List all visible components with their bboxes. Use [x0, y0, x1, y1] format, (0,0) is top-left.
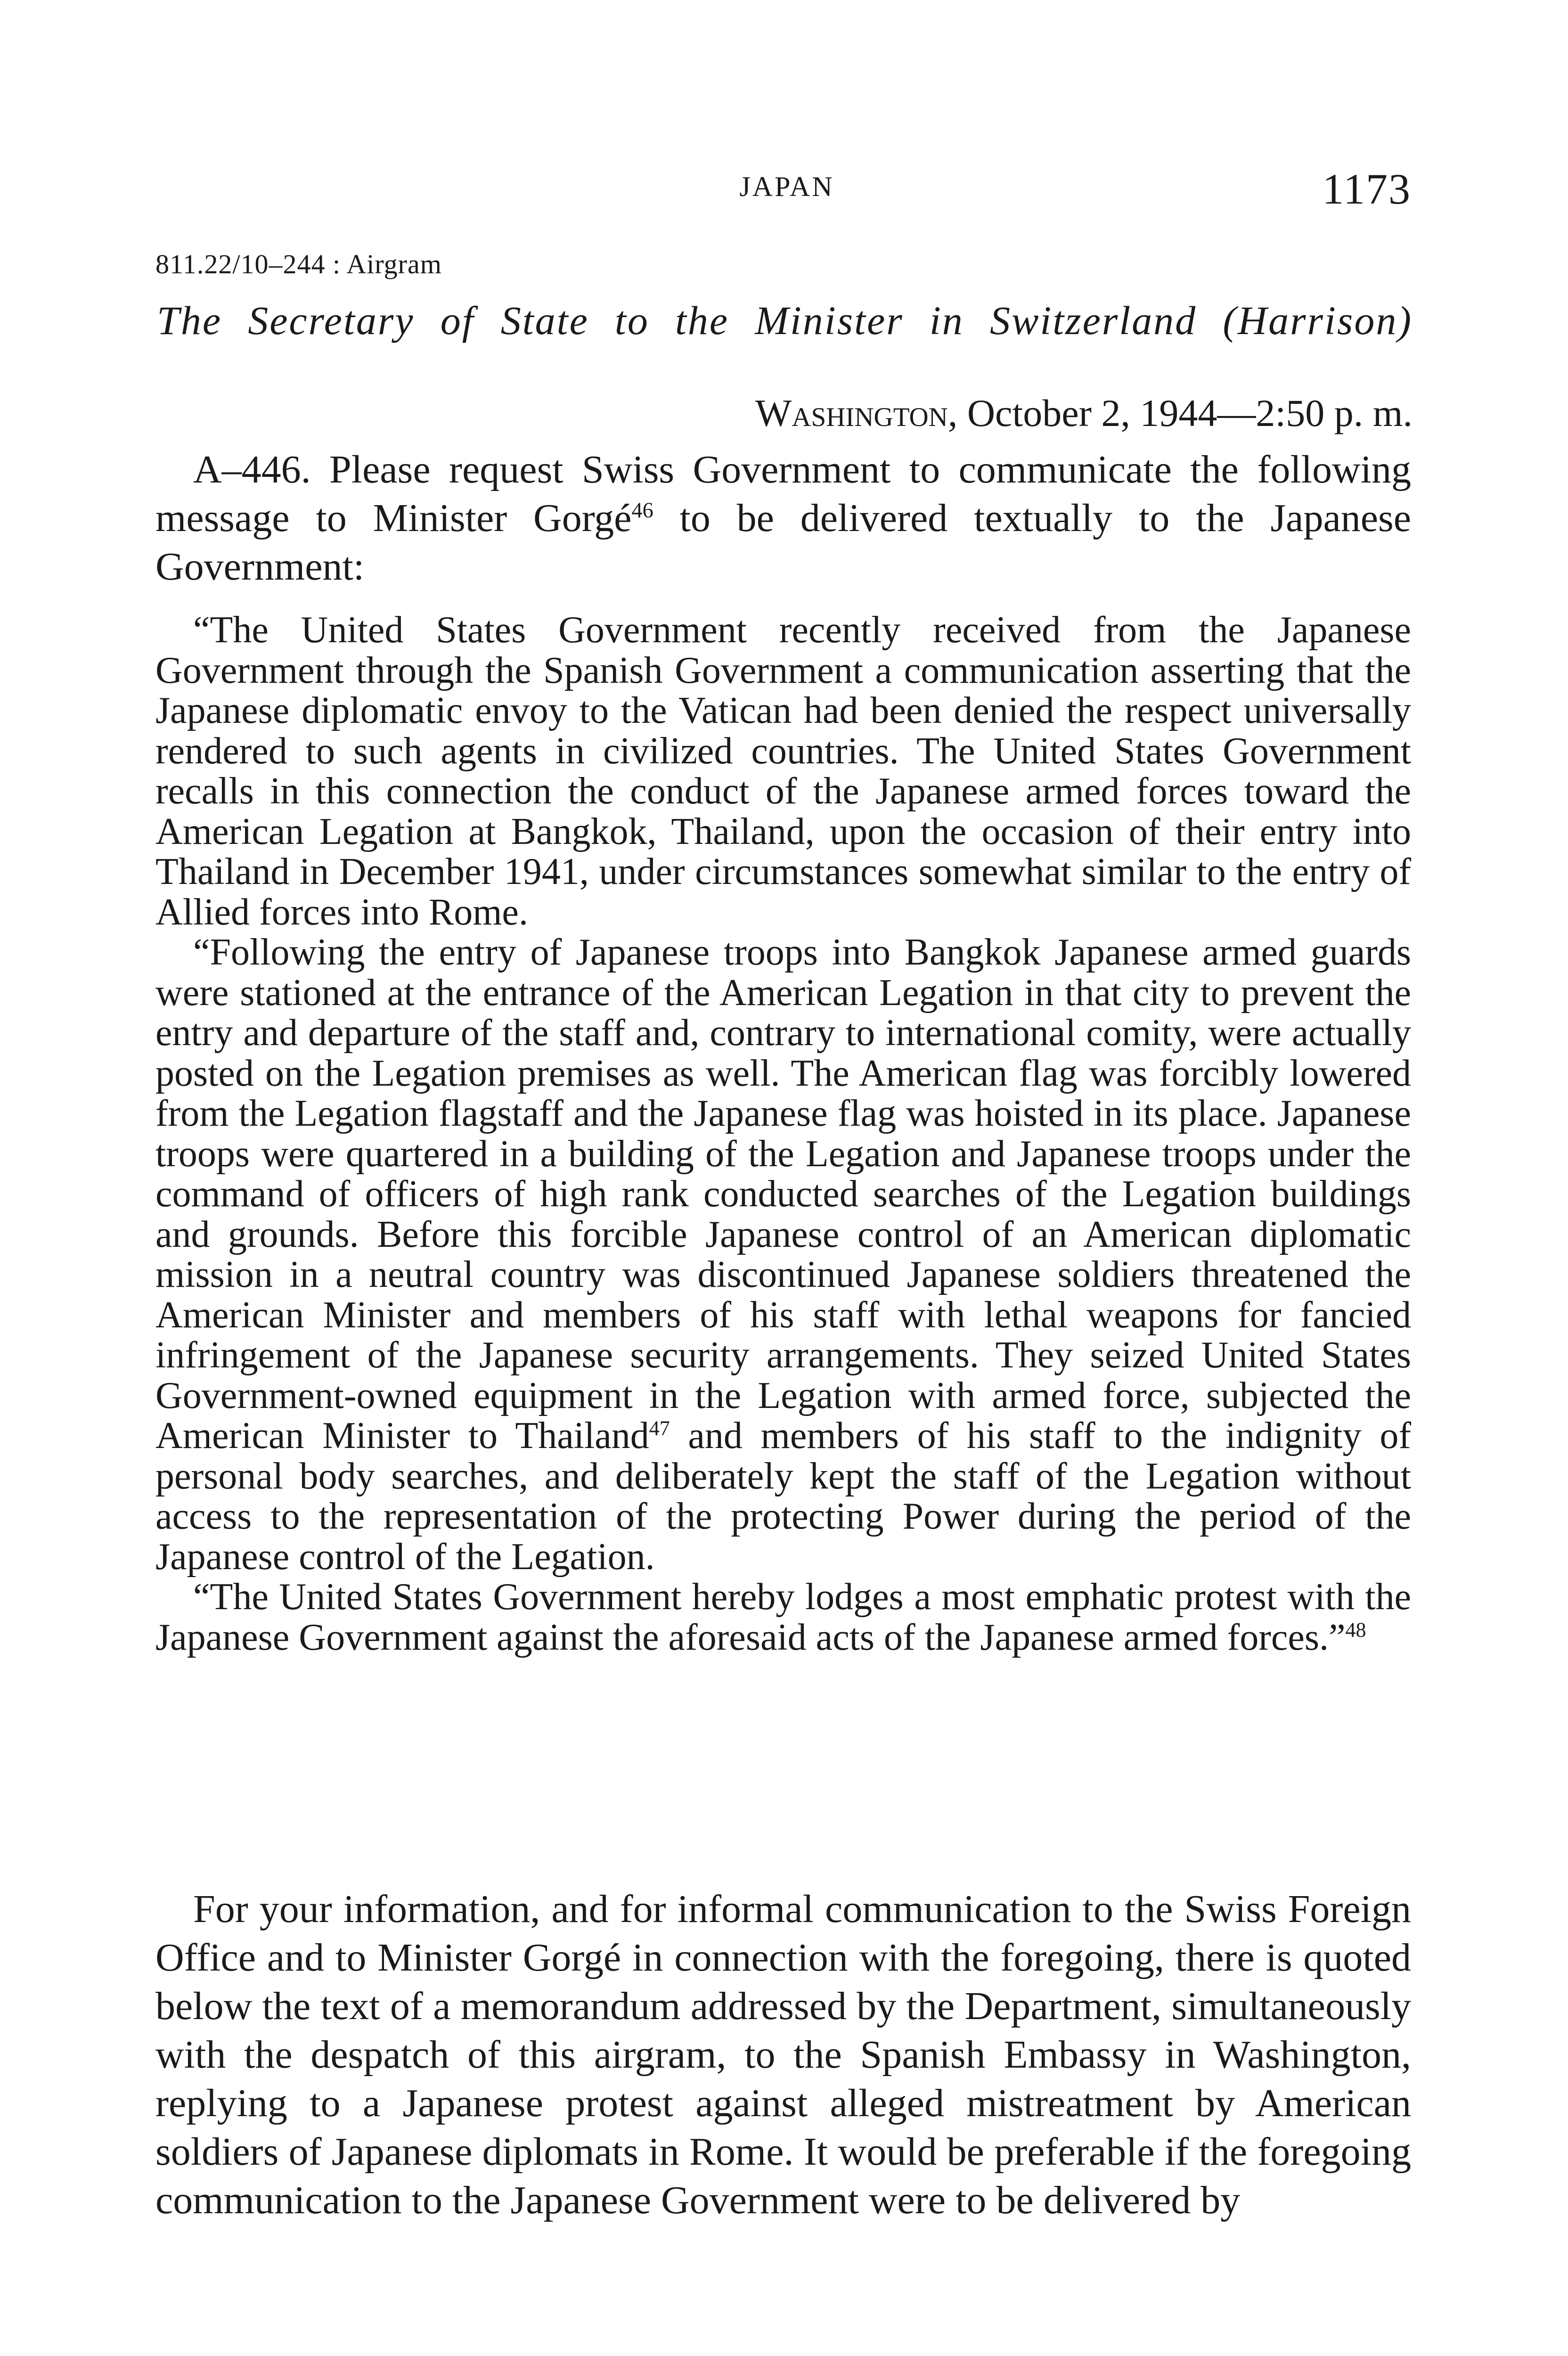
file-reference: 811.22/10–244 : Airgram — [155, 249, 442, 279]
followup-paragraph — [155, 1885, 1411, 2225]
followup-text: For your information, and for informal communication to the Swiss Foreign Office and to Minister Gorgé in connection with the foregoing, there is quoted below the text of a memorandum addressed by the Department, simultaneously with the despatch of this airgram, to the Spanish Embassy in Washington, replying to a Japanese protest against alleged mistreatment by American soldiers of Japanese diplomats in Rome. It would be preferable if the foregoing communication to the Japanese Government were to be delivered by — [155, 1887, 1411, 2222]
footnote-ref-46: 46 — [631, 498, 653, 522]
quote-paragraph-2-part2: and members of his staff to the indignity of personal body searches, and deliberately kept the staff of the Legation without access to the representation of the protecting Power during the period of the Japanese control of the Legation. — [155, 1415, 1411, 1578]
dateline — [755, 391, 1413, 435]
quote-paragraph-1: “The United States Government recently received from the Japanese Government through the Spanish Government a communication asserting that the Japanese diplomatic envoy to the Vatican had been denied the respect universally rendered to such agents in civilized countries. The United States Government recalls in this connection the conduct of the Japanese armed forces toward the American Legation at Bangkok, Thailand, upon the occasion of their entry into Thailand in December 1941, under circumstances somewhat similar to the entry of Allied forces into Rome. — [155, 609, 1411, 933]
footnote-ref-48: 48 — [1345, 1618, 1366, 1641]
running-header-title: JAPAN — [739, 171, 834, 202]
footnote-ref-47: 47 — [649, 1416, 670, 1440]
dateline-time: October 2, 1944—2:50 p. m. — [957, 392, 1413, 434]
dateline-place: Washington, — [755, 392, 958, 434]
quote-paragraph-3-text: “The United States Government hereby lodges a most emphatic protest with the Japanese Government against the aforesaid acts of the Japanese armed forces.” — [155, 1576, 1411, 1658]
quote-paragraph-2-part1: “Following the entry of Japanese troops into Bangkok Japanese armed guards were stationed at the entrance of the American Legation in that city to prevent the entry and departure of the staff and, contrary to international comity, were actually posted on the Legation premises as well. The American flag was forcibly lowered from the Legation flagstaff and the Japanese flag was hoisted in its place. Japanese troops were quartered in a building of the Legation and Japanese troops under the command of officers of high rank conducted searches of the Legation buildings and grounds. Before this forcible Japanese control of an American diplomatic mission in a neutral country was discontinued Japanese soldiers threatened the American Minister and members of his staff with lethal weapons for fancied infringement of the Japanese security arrangements. They seized United States Government-owned equipment in the Legation with armed force, subjected the American Minister to Thailand — [155, 932, 1411, 1456]
document-title: The Secretary of State to the Minister in Switzerland (Harrison) — [157, 298, 1413, 343]
intro-text-part2: to be delivered textually to the Japanese Government: — [155, 496, 1412, 589]
quoted-message — [155, 610, 1411, 1658]
quote-paragraph-3 — [155, 1577, 1411, 1658]
intro-text-part1: A–446. Please request Swiss Government to communicate the following message to Minister Gorgé — [155, 448, 1411, 540]
page-number: 1173 — [1322, 165, 1411, 213]
quote-paragraph-2 — [155, 933, 1411, 1577]
intro-paragraph — [155, 445, 1411, 591]
